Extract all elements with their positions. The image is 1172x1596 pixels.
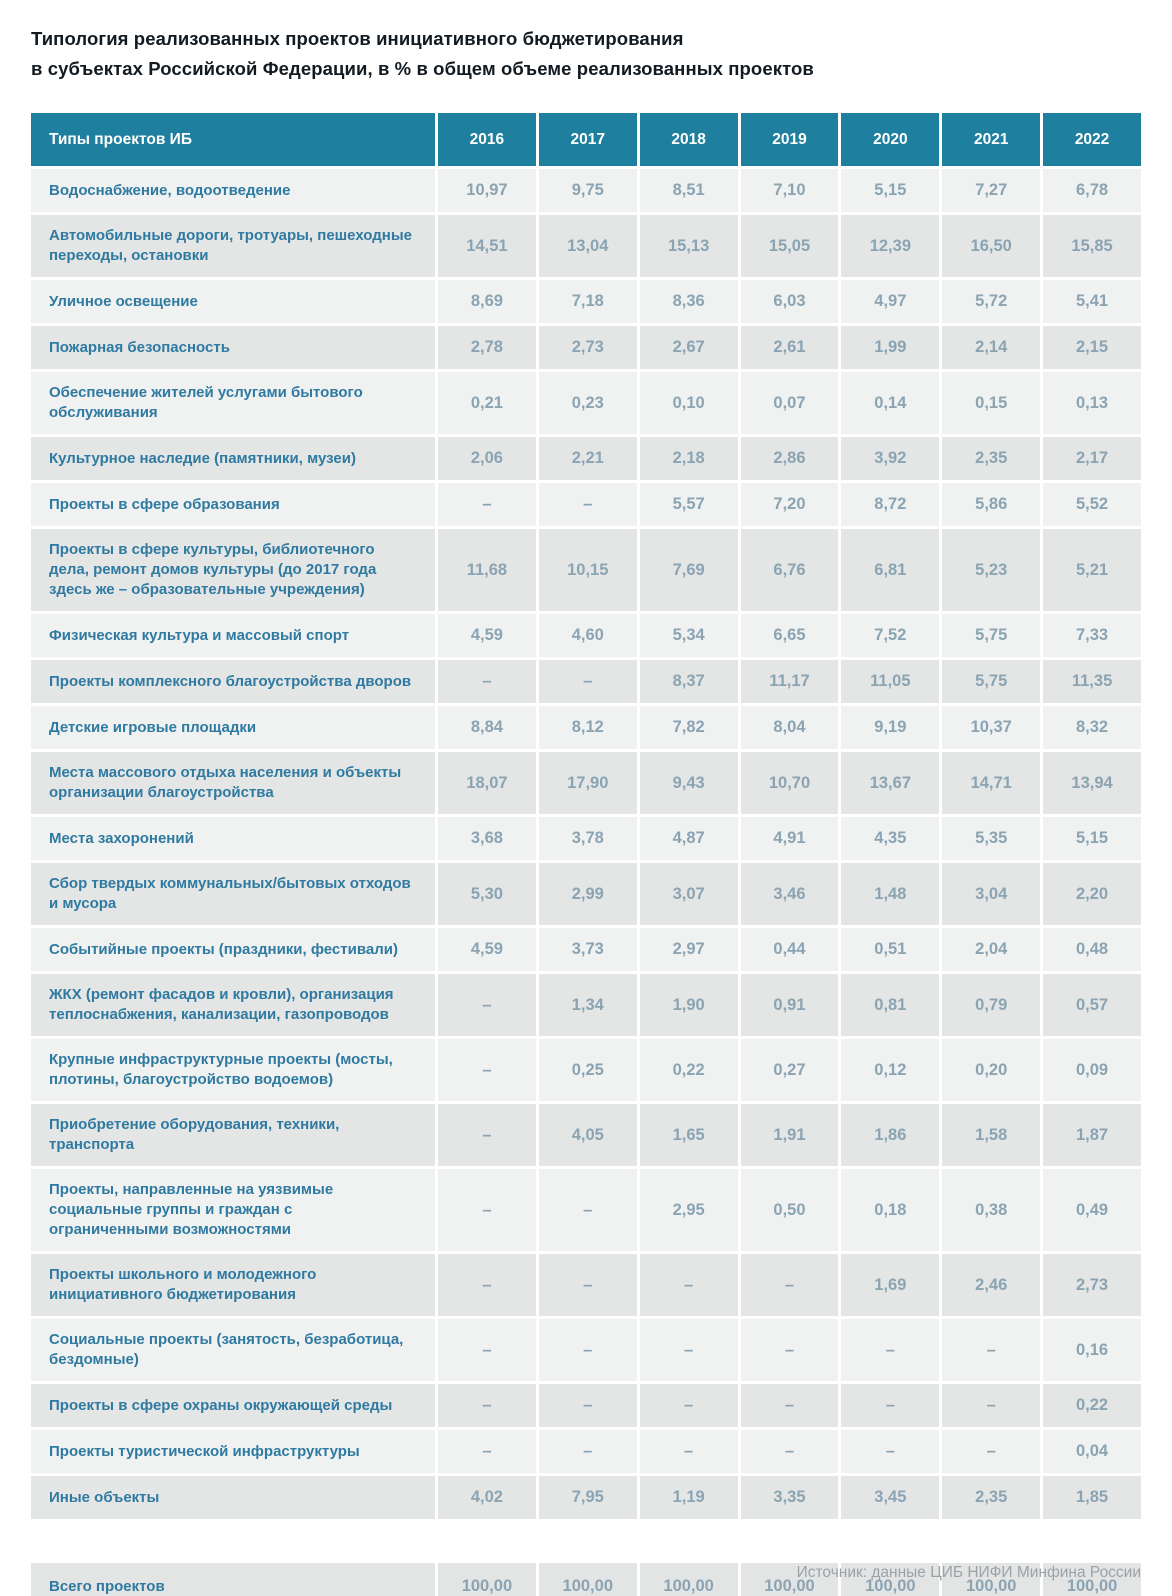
value-cell: 0,49 xyxy=(1043,1169,1141,1251)
value-cell: – xyxy=(942,1384,1040,1427)
value-cell: 5,72 xyxy=(942,280,1040,323)
row-label-cell: Проекты в сфере образования xyxy=(31,483,435,526)
value-cell: 3,46 xyxy=(741,863,839,925)
value-cell: 2,99 xyxy=(539,863,637,925)
value-cell: 6,03 xyxy=(741,280,839,323)
value-cell: 2,78 xyxy=(438,326,536,369)
value-cell: 10,70 xyxy=(741,752,839,814)
value-cell: 0,12 xyxy=(841,1039,939,1101)
value-cell: 0,57 xyxy=(1043,974,1141,1036)
value-cell: 0,38 xyxy=(942,1169,1040,1251)
value-cell: – xyxy=(438,1319,536,1381)
value-cell: 0,07 xyxy=(741,372,839,434)
table-row xyxy=(31,1430,1141,1473)
value-cell: 8,69 xyxy=(438,280,536,323)
value-cell: 7,27 xyxy=(942,169,1040,212)
value-cell: 5,15 xyxy=(841,169,939,212)
table-body xyxy=(31,169,1141,1519)
total-value-cell: 100,00 xyxy=(640,1563,738,1596)
value-cell: 5,86 xyxy=(942,483,1040,526)
value-cell: 1,99 xyxy=(841,326,939,369)
total-value-cell: 100,00 xyxy=(1043,1563,1141,1596)
value-cell: 3,07 xyxy=(640,863,738,925)
value-cell: 4,87 xyxy=(640,817,738,860)
value-cell: – xyxy=(841,1384,939,1427)
value-cell: 1,91 xyxy=(741,1104,839,1166)
value-cell: – xyxy=(539,1430,637,1473)
table-row xyxy=(31,863,1141,925)
value-cell: – xyxy=(841,1430,939,1473)
value-cell: 1,58 xyxy=(942,1104,1040,1166)
value-cell: 4,91 xyxy=(741,817,839,860)
total-value-cell: 100,00 xyxy=(841,1563,939,1596)
table-row xyxy=(31,1384,1141,1427)
value-cell: 2,35 xyxy=(942,1476,1040,1519)
row-label-cell: Водоснабжение, водоотведение xyxy=(31,169,435,212)
value-cell: 7,52 xyxy=(841,614,939,657)
value-cell: 1,90 xyxy=(640,974,738,1036)
value-cell: 13,94 xyxy=(1043,752,1141,814)
value-cell: – xyxy=(741,1319,839,1381)
table-row xyxy=(31,1169,1141,1251)
value-cell: 2,73 xyxy=(539,326,637,369)
table-row xyxy=(31,614,1141,657)
value-cell: 0,81 xyxy=(841,974,939,1036)
value-cell: 14,71 xyxy=(942,752,1040,814)
value-cell: 7,82 xyxy=(640,706,738,749)
value-cell: 2,04 xyxy=(942,928,1040,971)
table-row xyxy=(31,280,1141,323)
row-label-cell: Социальные проекты (занятость, безработица, бездомные) xyxy=(31,1319,435,1381)
value-cell: 4,05 xyxy=(539,1104,637,1166)
value-cell: 2,20 xyxy=(1043,863,1141,925)
value-cell: – xyxy=(438,483,536,526)
value-cell: 4,60 xyxy=(539,614,637,657)
row-label-cell: Культурное наследие (памятники, музеи) xyxy=(31,437,435,480)
value-cell: 3,68 xyxy=(438,817,536,860)
value-cell: 10,15 xyxy=(539,529,637,611)
value-cell: – xyxy=(539,1169,637,1251)
year-header-cell: 2020 xyxy=(841,113,939,166)
year-header-cell: 2017 xyxy=(539,113,637,166)
value-cell: 5,23 xyxy=(942,529,1040,611)
value-cell: 2,06 xyxy=(438,437,536,480)
value-cell: 15,13 xyxy=(640,215,738,277)
value-cell: 18,07 xyxy=(438,752,536,814)
value-cell: – xyxy=(438,660,536,703)
value-cell: – xyxy=(640,1254,738,1316)
row-label-cell: Места захоронений xyxy=(31,817,435,860)
table-row xyxy=(31,215,1141,277)
value-cell: 11,17 xyxy=(741,660,839,703)
row-label-cell: Крупные инфраструктурные проекты (мосты, плотины, благоустройство водоемов) xyxy=(31,1039,435,1101)
value-cell: 0,51 xyxy=(841,928,939,971)
value-cell: 4,59 xyxy=(438,614,536,657)
value-cell: 7,10 xyxy=(741,169,839,212)
value-cell: 8,37 xyxy=(640,660,738,703)
value-cell: 2,35 xyxy=(942,437,1040,480)
value-cell: 1,86 xyxy=(841,1104,939,1166)
value-cell: 14,51 xyxy=(438,215,536,277)
value-cell: 0,14 xyxy=(841,372,939,434)
value-cell: 0,21 xyxy=(438,372,536,434)
value-cell: 1,34 xyxy=(539,974,637,1036)
value-cell: 10,37 xyxy=(942,706,1040,749)
value-cell: 8,12 xyxy=(539,706,637,749)
table-row xyxy=(31,752,1141,814)
value-cell: 5,75 xyxy=(942,660,1040,703)
value-cell: 15,85 xyxy=(1043,215,1141,277)
value-cell: 0,13 xyxy=(1043,372,1141,434)
value-cell: 1,69 xyxy=(841,1254,939,1316)
total-value-cell: 100,00 xyxy=(539,1563,637,1596)
value-cell: 0,10 xyxy=(640,372,738,434)
value-cell: 3,35 xyxy=(741,1476,839,1519)
value-cell: 2,18 xyxy=(640,437,738,480)
table-row xyxy=(31,372,1141,434)
value-cell: 5,21 xyxy=(1043,529,1141,611)
header-label-cell: Типы проектов ИБ xyxy=(31,113,435,166)
value-cell: 4,02 xyxy=(438,1476,536,1519)
value-cell: 1,85 xyxy=(1043,1476,1141,1519)
value-cell: 5,35 xyxy=(942,817,1040,860)
value-cell: 17,90 xyxy=(539,752,637,814)
value-cell: 5,15 xyxy=(1043,817,1141,860)
value-cell: 2,15 xyxy=(1043,326,1141,369)
value-cell: 2,17 xyxy=(1043,437,1141,480)
value-cell: 6,65 xyxy=(741,614,839,657)
value-cell: – xyxy=(539,1254,637,1316)
value-cell: 8,72 xyxy=(841,483,939,526)
value-cell: 2,95 xyxy=(640,1169,738,1251)
value-cell: 3,78 xyxy=(539,817,637,860)
value-cell: 0,22 xyxy=(1043,1384,1141,1427)
row-label-cell: Пожарная безопасность xyxy=(31,326,435,369)
value-cell: – xyxy=(539,483,637,526)
value-cell: 8,04 xyxy=(741,706,839,749)
value-cell: 2,21 xyxy=(539,437,637,480)
row-label-cell: Приобретение оборудования, техники, транспорта xyxy=(31,1104,435,1166)
table-row xyxy=(31,169,1141,212)
value-cell: 0,79 xyxy=(942,974,1040,1036)
value-cell: 1,65 xyxy=(640,1104,738,1166)
table-row xyxy=(31,1104,1141,1166)
table-row xyxy=(31,1476,1141,1519)
value-cell: – xyxy=(438,1254,536,1316)
row-label-cell: Проекты туристической инфраструктуры xyxy=(31,1430,435,1473)
value-cell: 8,84 xyxy=(438,706,536,749)
value-cell: 0,09 xyxy=(1043,1039,1141,1101)
row-label-cell: Проекты школьного и молодежного инициативного бюджетирования xyxy=(31,1254,435,1316)
value-cell: 7,95 xyxy=(539,1476,637,1519)
row-label-cell: Обеспечение жителей услугами бытового обслуживания xyxy=(31,372,435,434)
value-cell: – xyxy=(741,1254,839,1316)
row-label-cell: Физическая культура и массовый спорт xyxy=(31,614,435,657)
value-cell: 0,25 xyxy=(539,1039,637,1101)
value-cell: – xyxy=(438,1104,536,1166)
value-cell: 6,81 xyxy=(841,529,939,611)
value-cell: 7,20 xyxy=(741,483,839,526)
table-row xyxy=(31,706,1141,749)
value-cell: 0,50 xyxy=(741,1169,839,1251)
total-label-cell: Всего проектов xyxy=(31,1563,435,1596)
year-header-cell: 2022 xyxy=(1043,113,1141,166)
value-cell: 2,73 xyxy=(1043,1254,1141,1316)
value-cell: – xyxy=(539,660,637,703)
value-cell: – xyxy=(539,1384,637,1427)
value-cell: 2,14 xyxy=(942,326,1040,369)
row-label-cell: Сбор твердых коммунальных/бытовых отходов и мусора xyxy=(31,863,435,925)
value-cell: 16,50 xyxy=(942,215,1040,277)
total-value-cell: 100,00 xyxy=(942,1563,1040,1596)
value-cell: 2,67 xyxy=(640,326,738,369)
row-label-cell: Проекты в сфере культуры, библиотечного дела, ремонт домов культуры (до 2017 года здесь же – образовательные учреждения) xyxy=(31,529,435,611)
value-cell: – xyxy=(640,1430,738,1473)
value-cell: 2,97 xyxy=(640,928,738,971)
value-cell: 5,52 xyxy=(1043,483,1141,526)
value-cell: 11,35 xyxy=(1043,660,1141,703)
value-cell: 0,20 xyxy=(942,1039,1040,1101)
value-cell: 1,48 xyxy=(841,863,939,925)
value-cell: 0,91 xyxy=(741,974,839,1036)
value-cell: 0,15 xyxy=(942,372,1040,434)
value-cell: 0,22 xyxy=(640,1039,738,1101)
value-cell: 4,35 xyxy=(841,817,939,860)
value-cell: 1,87 xyxy=(1043,1104,1141,1166)
chart-title-line-1: Типология реализованных проектов инициативного бюджетирования xyxy=(31,28,684,49)
value-cell: 0,27 xyxy=(741,1039,839,1101)
value-cell: 3,45 xyxy=(841,1476,939,1519)
value-cell: 8,51 xyxy=(640,169,738,212)
row-label-cell: ЖКХ (ремонт фасадов и кровли), организация теплоснабжения, канализации, газопроводов xyxy=(31,974,435,1036)
value-cell: 0,48 xyxy=(1043,928,1141,971)
row-label-cell: Проекты комплексного благоустройства дворов xyxy=(31,660,435,703)
row-label-cell: Проекты в сфере охраны окружающей среды xyxy=(31,1384,435,1427)
table-header-row xyxy=(31,113,1141,166)
value-cell: – xyxy=(741,1430,839,1473)
source-note: Источник: данные ЦИБ НИФИ Минфина России xyxy=(796,1564,1141,1581)
value-cell: 2,61 xyxy=(741,326,839,369)
value-cell: 8,36 xyxy=(640,280,738,323)
value-cell: 12,39 xyxy=(841,215,939,277)
value-cell: 3,73 xyxy=(539,928,637,971)
value-cell: – xyxy=(741,1384,839,1427)
table-row xyxy=(31,660,1141,703)
value-cell: 4,97 xyxy=(841,280,939,323)
table-row xyxy=(31,437,1141,480)
table-row xyxy=(31,1319,1141,1381)
table-row xyxy=(31,928,1141,971)
row-label-cell: Детские игровые площадки xyxy=(31,706,435,749)
row-label-cell: Иные объекты xyxy=(31,1476,435,1519)
chart-title-line-2: в субъектах Российской Федерации, в % в общем объеме реализованных проектов xyxy=(31,58,814,79)
value-cell: 0,23 xyxy=(539,372,637,434)
value-cell: – xyxy=(438,1169,536,1251)
row-label-cell: Событийные проекты (праздники, фестивали) xyxy=(31,928,435,971)
row-label-cell: Проекты, направленные на уязвимые социальные группы и граждан с ограниченными возможностями xyxy=(31,1169,435,1251)
row-label-cell: Автомобильные дороги, тротуары, пешеходные переходы, остановки xyxy=(31,215,435,277)
value-cell: – xyxy=(438,1384,536,1427)
value-cell: – xyxy=(841,1319,939,1381)
value-cell: 13,67 xyxy=(841,752,939,814)
value-cell: 9,43 xyxy=(640,752,738,814)
value-cell: 11,68 xyxy=(438,529,536,611)
value-cell: – xyxy=(640,1319,738,1381)
row-label-cell: Места массового отдыха населения и объекты организации благоустройства xyxy=(31,752,435,814)
table-row xyxy=(31,529,1141,611)
chart-title xyxy=(31,24,1141,84)
year-header-cell: 2019 xyxy=(741,113,839,166)
value-cell: – xyxy=(539,1319,637,1381)
table-row xyxy=(31,974,1141,1036)
value-cell: 8,32 xyxy=(1043,706,1141,749)
row-label-cell: Уличное освещение xyxy=(31,280,435,323)
value-cell: 3,92 xyxy=(841,437,939,480)
value-cell: 9,19 xyxy=(841,706,939,749)
value-cell: 10,97 xyxy=(438,169,536,212)
value-cell: 5,57 xyxy=(640,483,738,526)
value-cell: 13,04 xyxy=(539,215,637,277)
value-cell: – xyxy=(942,1319,1040,1381)
table-row xyxy=(31,1039,1141,1101)
table-row xyxy=(31,817,1141,860)
value-cell: 4,59 xyxy=(438,928,536,971)
value-cell: 15,05 xyxy=(741,215,839,277)
typology-table xyxy=(31,113,1141,1596)
value-cell: 5,30 xyxy=(438,863,536,925)
value-cell: 9,75 xyxy=(539,169,637,212)
value-cell: – xyxy=(438,1039,536,1101)
year-header-cell: 2016 xyxy=(438,113,536,166)
value-cell: 0,44 xyxy=(741,928,839,971)
value-cell: 2,86 xyxy=(741,437,839,480)
value-cell: – xyxy=(438,1430,536,1473)
total-value-cell: 100,00 xyxy=(438,1563,536,1596)
value-cell: 5,41 xyxy=(1043,280,1141,323)
total-value-cell: 100,00 xyxy=(741,1563,839,1596)
value-cell: 0,18 xyxy=(841,1169,939,1251)
value-cell: 11,05 xyxy=(841,660,939,703)
value-cell: 7,69 xyxy=(640,529,738,611)
value-cell: 3,04 xyxy=(942,863,1040,925)
value-cell: 5,34 xyxy=(640,614,738,657)
value-cell: 7,18 xyxy=(539,280,637,323)
value-cell: 6,78 xyxy=(1043,169,1141,212)
value-cell: 1,19 xyxy=(640,1476,738,1519)
table-row xyxy=(31,1254,1141,1316)
value-cell: – xyxy=(640,1384,738,1427)
value-cell: 7,33 xyxy=(1043,614,1141,657)
value-cell: 0,04 xyxy=(1043,1430,1141,1473)
value-cell: 5,75 xyxy=(942,614,1040,657)
year-header-cell: 2021 xyxy=(942,113,1040,166)
value-cell: 2,46 xyxy=(942,1254,1040,1316)
table-row xyxy=(31,326,1141,369)
value-cell: – xyxy=(438,974,536,1036)
value-cell: 6,76 xyxy=(741,529,839,611)
value-cell: 0,16 xyxy=(1043,1319,1141,1381)
year-header-cell: 2018 xyxy=(640,113,738,166)
value-cell: – xyxy=(942,1430,1040,1473)
table-row xyxy=(31,483,1141,526)
